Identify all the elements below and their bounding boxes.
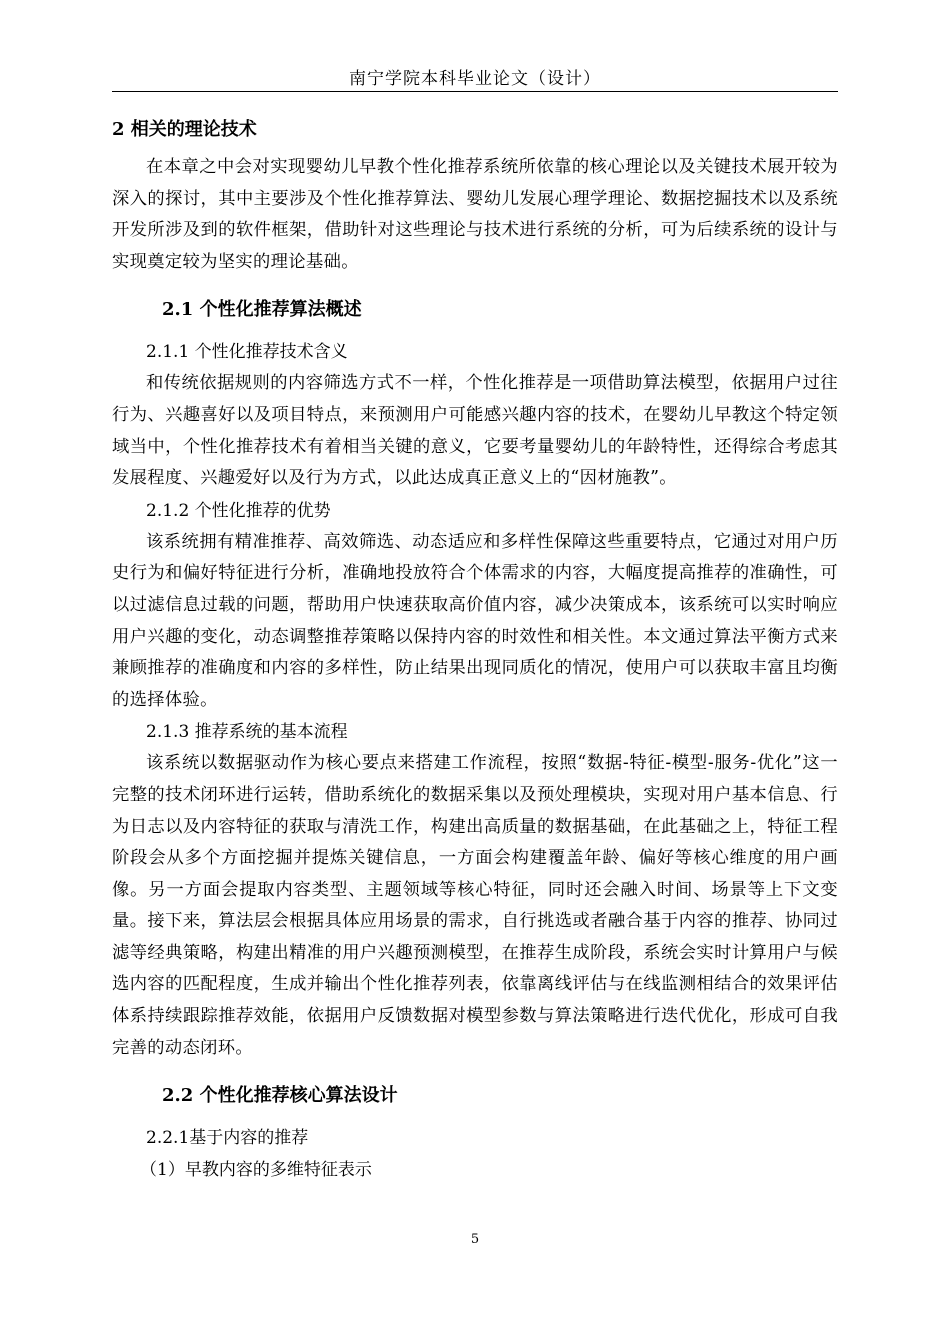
running-header: 南宁学院本科毕业论文（设计）	[349, 69, 601, 89]
list-item-1: （1）早教内容的多维特征表示	[140, 1160, 372, 1181]
section-2-1-2-title: 2.1.2 个性化推荐的优势	[146, 500, 331, 521]
section-2-2-1-title: 2.2.1基于内容的推荐	[146, 1128, 309, 1149]
header-rule	[112, 91, 838, 92]
page-body	[112, 112, 838, 1186]
section-2-1-2-paragraph: 该系统拥有精准推荐、高效筛选、动态适应和多样性保障这些重要特点，它通过对用户历史行为和偏好特征进行分析，准确地投放符合个体需求的内容，大幅度提高推荐的准确性，可以过滤信息过载的问题，帮助用户快速获取高价值内容，减少决策成本，该系统可以实时响应用户兴趣的变化，动态调整推荐策略以保持内容的时效性和相关性。本文通过算法平衡方式来兼顾推荐的准确度和内容的多样性，防止结果出现同质化的情况，使用户可以获取丰富且均衡的选择体验。	[112, 531, 838, 710]
section-2-1-1-title: 2.1.1 个性化推荐技术含义	[146, 342, 348, 363]
section-2-1-3-paragraph: 该系统以数据驱动作为核心要点来搭建工作流程，按照“数据-特征-模型-服务-优化”这一完整的技术闭环进行运转，借助系统化的数据采集以及预处理模块，实现对用户基本信息、行为日志以及内容特征的获取与清洗工作，构建出高质量的数据基础，在此基础之上，特征工程阶段会从多个方面挖掘并提炼关键信息，一方面会构建覆盖年龄、偏好等核心维度的用户画像。另一方面会提取内容类型、主题领域等核心特征，同时还会融入时间、场景等上下文变量。接下来，算法层会根据具体应用场景的需求，自行挑选或者融合基于内容的推荐、协同过滤等经典策略，构建出精准的用户兴趣预测模型，在推荐生成阶段，系统会实时计算用户与候选内容的匹配程度，生成并输出个性化推荐列表，依靠离线评估与在线监测相结合的效果评估体系持续跟踪推荐效能，依据用户反馈数据对模型参数与算法策略进行迭代优化，形成可自我完善的动态闭环。	[112, 753, 838, 1058]
section-2-1-3-title: 2.1.3 推荐系统的基本流程	[146, 722, 348, 743]
page-number: 5	[470, 1232, 480, 1247]
chapter-intro-paragraph: 在本章之中会对实现婴幼儿早教个性化推荐系统所依靠的核心理论以及关键技术展开较为深入的探讨，其中主要涉及个性化推荐算法、婴幼儿发展心理学理论、数据挖掘技术以及系统开发所涉及到的软件框架，借助针对这些理论与技术进行系统的分析，可为后续系统的设计与实现奠定较为坚实的理论基础。	[112, 157, 838, 272]
section-2-2-title: 2.2 个性化推荐核心算法设计	[162, 1085, 398, 1107]
section-2-1-title: 2.1 个性化推荐算法概述	[162, 299, 362, 321]
chapter-title: 2 相关的理论技术	[112, 119, 257, 140]
section-2-1-1-paragraph: 和传统依据规则的内容筛选方式不一样，个性化推荐是一项借助算法模型，依据用户过往行为、兴趣喜好以及项目特点，来预测用户可能感兴趣内容的技术，在婴幼儿早教这个特定领域当中，个性化推荐技术有着相当关键的意义，它要考量婴幼儿的年龄特性，还得综合考虑其发展程度、兴趣爱好以及行为方式，以此达成真正意义上的“因材施教”。	[112, 373, 838, 489]
